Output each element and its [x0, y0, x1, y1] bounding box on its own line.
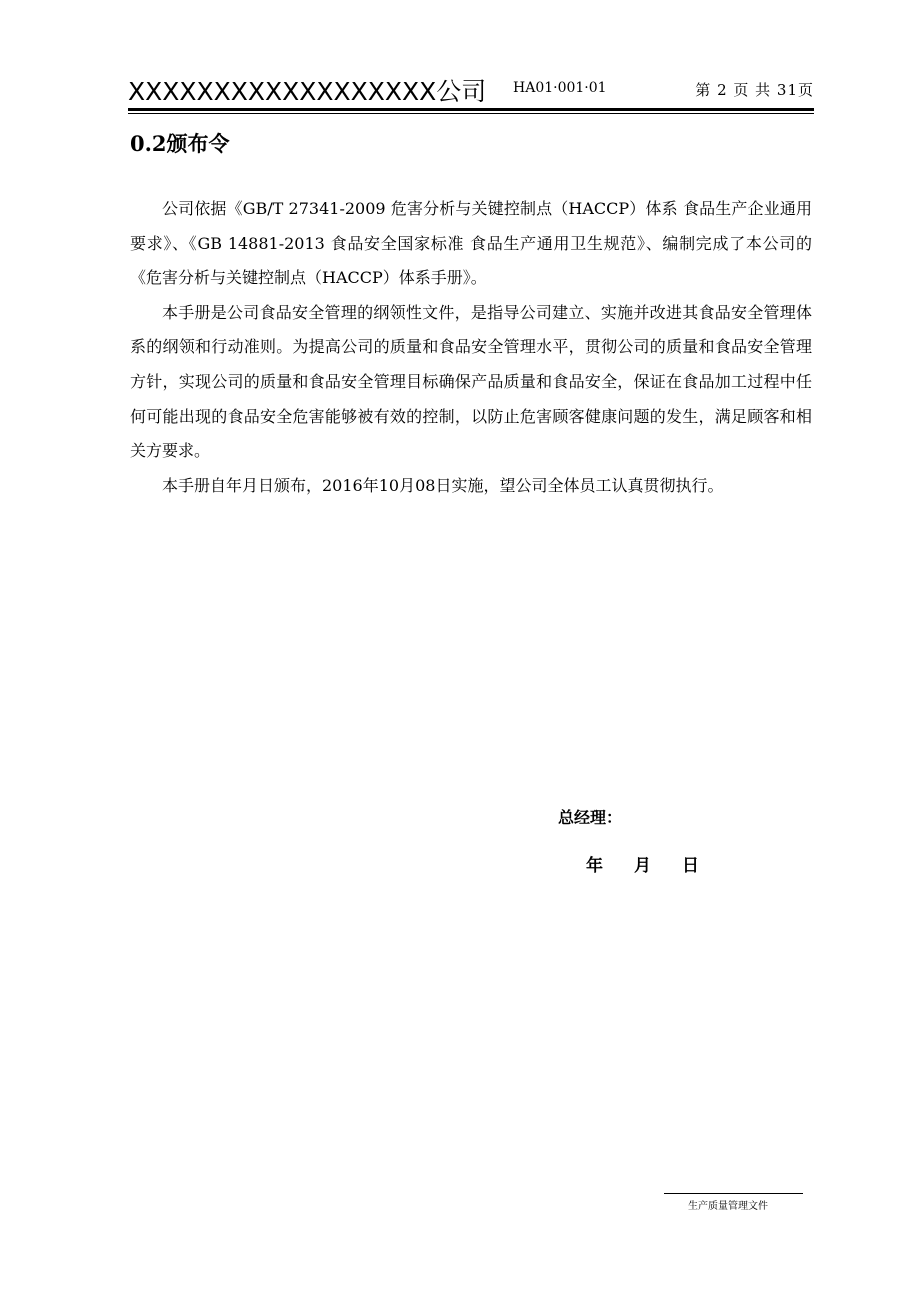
company-name: XXXXXXXXXXXXXXXXXX公司	[128, 77, 487, 106]
paragraph-effective-date: 本手册自年月日颁布，2016年10月08日实施，望公司全体员工认真贯彻执行。	[162, 475, 724, 495]
document-number: HA01·001·01	[513, 80, 607, 96]
header-rule-thick	[128, 108, 814, 111]
body-text	[130, 192, 812, 503]
page-header	[128, 70, 814, 106]
footer-text: 生产质量管理文件	[688, 1201, 768, 1212]
paragraph-purpose: 本手册是公司食品安全管理的纲领性文件，是指导公司建立、实施并改进其食品安全管理体系的纲领和行动准则。为提高公司的质量和食品安全管理水平，贯彻公司的质量和食品安全管理方针，实现公司的质量和食品安全管理目标确保产品质量和食品安全，保证在食品加工过程中任何可能出现的食品安全危害能够被有效的控制，以防止危害顾客健康问题的发生，满足顾客和相关方要求。	[130, 302, 812, 461]
date-day: 日	[682, 856, 699, 876]
signature-date	[586, 851, 699, 876]
date-year: 年	[586, 856, 603, 876]
section-title: 0.2颁布令	[130, 131, 230, 156]
header-rule-thin	[128, 113, 814, 114]
page-info: 第 2 页 共 31页	[695, 81, 814, 99]
footer-rule	[664, 1193, 803, 1194]
date-month: 月	[634, 856, 651, 876]
general-manager-label: 总经理：	[558, 808, 623, 827]
paragraph-basis: 公司依据《GB/T 27341-2009 危害分析与关键控制点（HACCP）体系 食品生产企业通用要求》、《GB 14881-2013 食品安全国家标准 食品生产通用卫生规范》、编制完成了本公司的《危害分析与关键控制点（HACCP）体系手册》。	[130, 199, 812, 288]
